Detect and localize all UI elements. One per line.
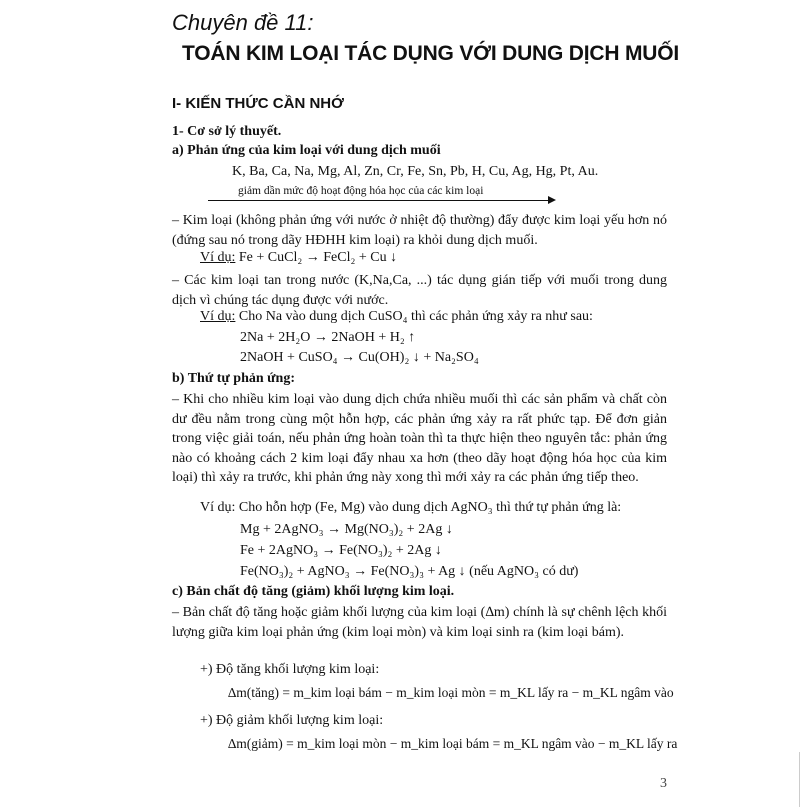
- example-3-equation-3: Fe(NO₃)₂ + AgNO₃ → Fe(NO₃)₃ + Ag ↓ (nếu AgNO₃ có dư): [240, 564, 579, 579]
- arrow-label: giảm dần mức độ hoạt động hóa học của các kim loại: [238, 185, 484, 197]
- activity-series: K, Ba, Ca, Na, Mg, Al, Zn, Cr, Fe, Sn, Pb, H, Cu, Ag, Hg, Pt, Au.: [232, 164, 599, 179]
- subsection-c-title: c) Bản chất độ tăng (giảm) khối lượng kim loại.: [172, 584, 455, 599]
- subsection-a-title: a) Phản ứng của kim loại với dung dịch muối: [172, 143, 441, 158]
- paragraph-1: – Kim loại (không phản ứng với nước ở nhiệt độ thường) đẩy được kim loại yếu hơn nó (đứng sau nó trong dãy HĐHH kim loại) ra khỏi dung dịch muối.: [172, 213, 667, 248]
- page-edge-divider: [799, 752, 800, 807]
- paragraph-3: – Khi cho nhiều kim loại vào dung dịch chứa nhiều muối thì các sản phẩm và chất còn dư đều nằm trong cùng một hỗn hợp, các phản ứng xảy ra rất phức tạp. Để đơn giản trong việc giải toán, nếu phản ứng hoàn toàn thì ta thực hiện theo nguyên tắc: phản ứng nào có khoảng cách 2 kim loại đẩy nhau xa hơn (theo dãy hoạt động hóa học của kim loại) thì xảy ra trước, khi phản ứng này xong thì mới xảy ra các phản ứng tiếp theo.: [172, 392, 667, 486]
- example-1: [200, 250, 397, 266]
- page-number: 3: [660, 776, 667, 791]
- example-2-equation-1: 2Na + 2H₂O → 2NaOH + H₂ ↑: [240, 330, 416, 345]
- activity-arrow-line: [208, 200, 552, 201]
- section-title: I- KIẾN THỨC CẦN NHỚ: [172, 95, 344, 112]
- decrease-formula: ∆m(giảm) = m_kim loại mòn − m_kim loại bám = m_KL ngâm vào − m_KL lấy ra: [228, 736, 678, 751]
- example-2-equation-2: 2NaOH + CuSO₄ → Cu(OH)₂ ↓ + Na₂SO₄: [240, 350, 479, 365]
- decrease-label: +) Độ giảm khối lượng kim loại:: [200, 713, 384, 728]
- example-label: Ví dụ:: [200, 250, 236, 265]
- activity-arrow-head-icon: [548, 196, 556, 204]
- example-3-label: Ví dụ:: [200, 500, 236, 515]
- subsection-b-title: b) Thứ tự phản ứng:: [172, 371, 295, 386]
- increase-label: +) Độ tăng khối lượng kim loại:: [200, 662, 380, 677]
- paragraph-2: – Các kim loại tan trong nước (K,Na,Ca, ...) tác dụng gián tiếp với muối trong dung dịch vì chúng tác dụng được với nước.: [172, 273, 667, 308]
- example-3-equation-1: Mg + 2AgNO₃ → Mg(NO₃)₂ + 2Ag ↓: [240, 522, 453, 537]
- example-2-intro: Cho Na vào dung dịch CuSO₄ thì các phản ứng xảy ra như sau:: [238, 309, 593, 324]
- paragraph-4: – Bản chất độ tăng hoặc giảm khối lượng của kim loại (∆m) chính là sự chênh lệch khối lượng giữa kim loại phản ứng (kim loại mòn) và kim loại sinh ra (kim loại bám).: [172, 605, 667, 640]
- topic-heading: Chuyên đề 11:: [172, 10, 314, 35]
- subsection-theory: 1- Cơ sở lý thuyết.: [172, 124, 282, 139]
- example-label: Ví dụ:: [200, 309, 236, 324]
- example-3: [200, 500, 621, 516]
- example-2: [200, 309, 593, 325]
- example-1-equation: Fe + CuCl₂ → FeCl₂ + Cu ↓: [238, 250, 398, 265]
- example-3-intro: Cho hỗn hợp (Fe, Mg) vào dung dịch AgNO₃ thì thứ tự phản ứng là:: [238, 500, 622, 515]
- example-3-equation-2: Fe + 2AgNO₃ → Fe(NO₃)₂ + 2Ag ↓: [240, 543, 442, 558]
- increase-formula: ∆m(tăng) = m_kim loại bám − m_kim loại mòn = m_KL lấy ra − m_KL ngâm vào: [228, 685, 674, 700]
- page-title: TOÁN KIM LOẠI TÁC DỤNG VỚI DUNG DỊCH MUỐI: [182, 42, 679, 65]
